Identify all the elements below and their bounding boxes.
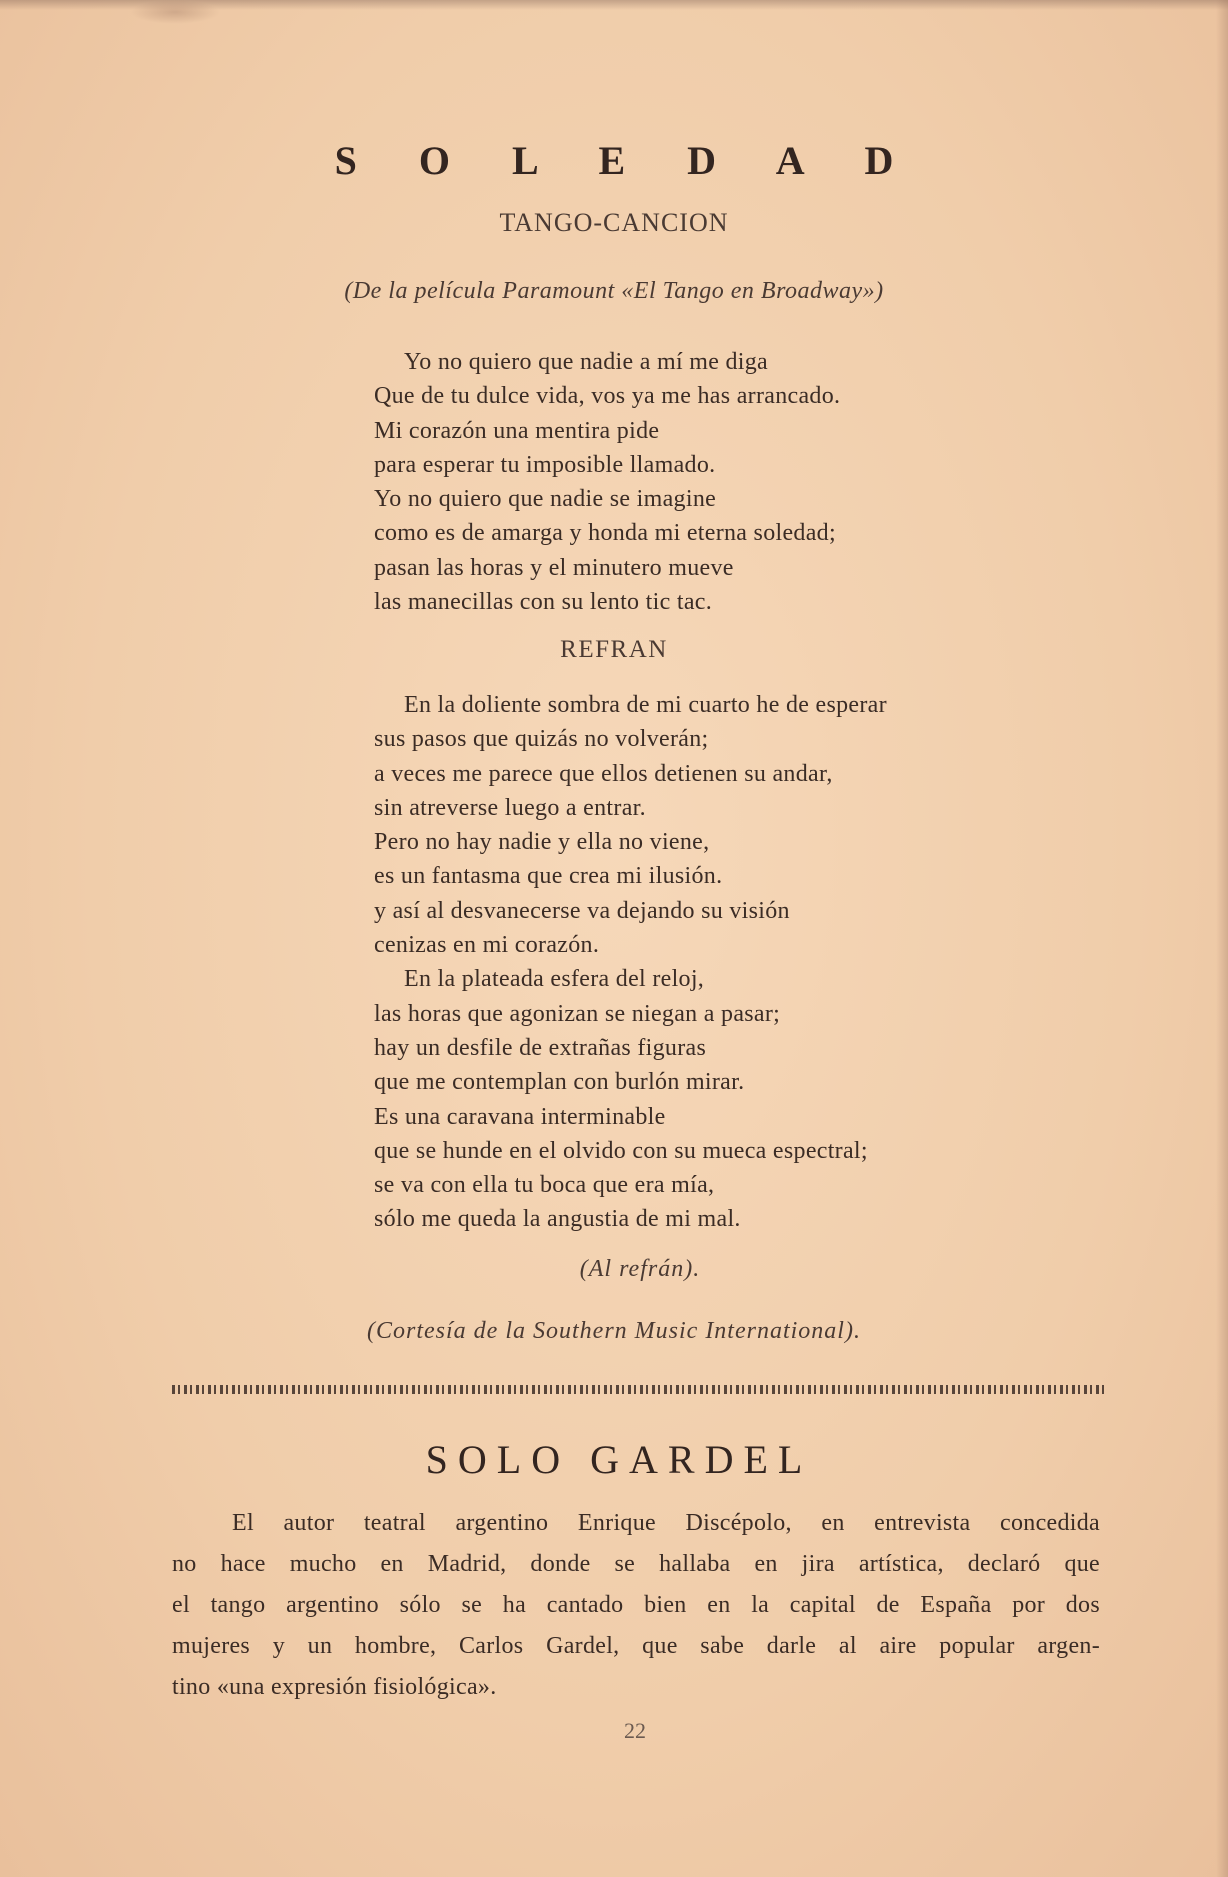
refrain-line: En la doliente sombra de mi cuarto he de esperar	[404, 692, 887, 718]
paragraph-line: tino «una expresión fisiológica».	[172, 1674, 497, 1700]
verse-line: Yo no quiero que nadie a mí me diga	[404, 349, 768, 375]
courtesy-note: (Cortesía de la Southern Music International).	[367, 1318, 861, 1344]
refrain-line: sin atreverse luego a entrar.	[374, 794, 646, 821]
verse-line: las manecillas con su lento tic tac.	[374, 589, 713, 616]
paragraph-line: mujeres y un hombre, Carlos Gardel, que sabe darle al aire popular argen-	[172, 1633, 1100, 1659]
refrain-line: las horas que agonizan se niegan a pasar;	[374, 1000, 781, 1027]
page-number: 22	[624, 1718, 646, 1743]
refrain-block	[374, 688, 887, 1237]
song-subtitle: TANGO-CANCION	[499, 208, 729, 237]
refrain-line: Pero no hay nadie y ella no viene,	[374, 829, 710, 856]
verse-line: Que de tu dulce vida, vos ya me has arrancado.	[374, 383, 841, 410]
refrain-line: y así al desvanecerse va dejando su visión	[374, 897, 790, 924]
paper-stain	[130, 0, 220, 24]
verse-line: como es de amarga y honda mi eterna soledad;	[374, 520, 836, 547]
refrain-line: sus pasos que quizás no volverán;	[374, 726, 709, 753]
refrain-line: se va con ella tu boca que era mía,	[374, 1172, 715, 1199]
refrain-line: que se hunde en el olvido con su mueca espectral;	[374, 1137, 868, 1164]
verse-line: Yo no quiero que nadie se imagine	[374, 486, 717, 513]
refrain-heading: REFRAN	[560, 636, 668, 663]
refrain-line: hay un desfile de extrañas figuras	[374, 1034, 707, 1061]
paragraph-line: El autor teatral argentino Enrique Discépolo, en entrevista concedida	[232, 1510, 1100, 1536]
verse-line: pasan las horas y el minutero mueve	[374, 554, 734, 581]
refrain-line: que me contemplan con burlón mirar.	[374, 1069, 745, 1096]
al-refran-note: (Al refrán).	[579, 1256, 701, 1282]
refrain-line: Es una caravana interminable	[374, 1103, 666, 1130]
paragraph-line: no hace mucho en Madrid, donde se hallaba en jira artística, declaró que	[172, 1551, 1100, 1577]
song-title: S O L E D A D	[334, 138, 920, 183]
film-note: (De la película Paramount «El Tango en Broadway»)	[344, 278, 884, 304]
refrain-line: es un fantasma que crea mi ilusión.	[374, 863, 723, 890]
refrain-line: cenizas en mi corazón.	[374, 932, 600, 959]
refrain-line: sólo me queda la angustia de mi mal.	[374, 1206, 741, 1233]
paragraph-line: el tango argentino sólo se ha cantado bien en la capital de España por dos	[172, 1592, 1100, 1618]
refrain-line: En la plateada esfera del reloj,	[404, 966, 705, 993]
article-title: SOLO GARDEL	[425, 1437, 813, 1482]
verse-line: Mi corazón una mentira pide	[374, 417, 660, 444]
article-paragraph	[172, 1503, 1100, 1708]
ornamental-divider	[172, 1385, 1104, 1394]
refrain-line: a veces me parece que ellos detienen su andar,	[374, 760, 833, 787]
verse-block	[374, 345, 840, 619]
verse-line: para esperar tu imposible llamado.	[374, 451, 716, 478]
